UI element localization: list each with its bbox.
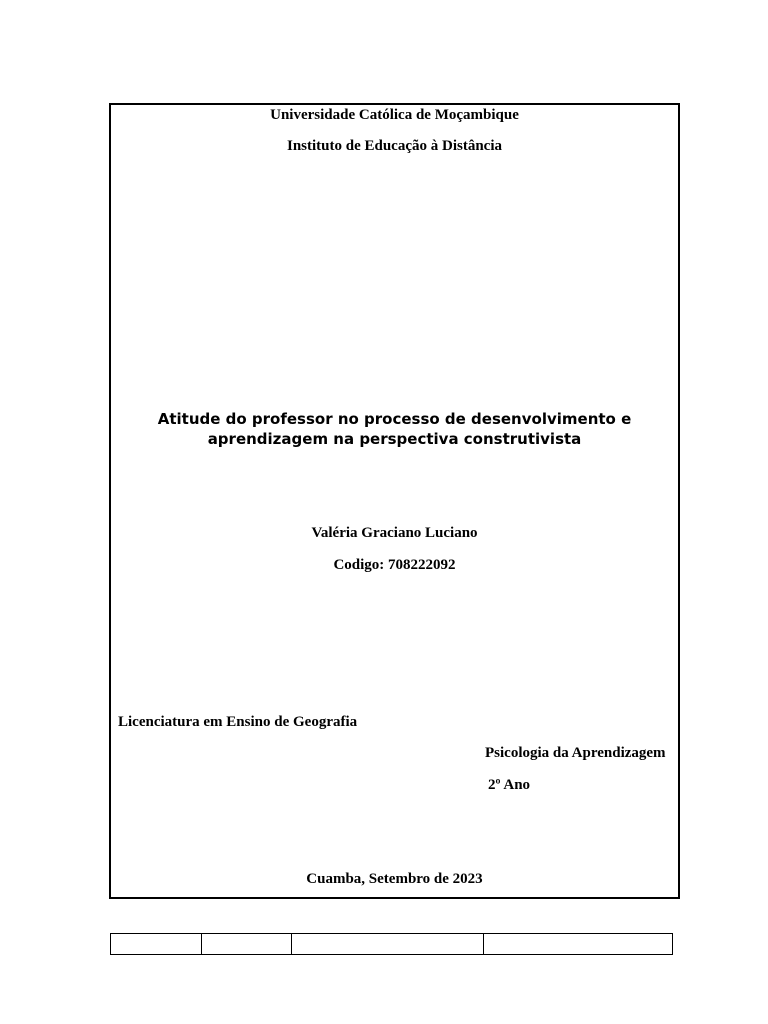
institute-name: Instituto de Educação à Distância — [286, 138, 503, 154]
place-and-date: Cuamba, Setembro de 2023 — [306, 871, 483, 887]
course-name: Licenciatura em Ensino de Geografia — [118, 714, 358, 730]
university-name: Universidade Católica de Moçambique — [270, 107, 519, 123]
table-cell — [202, 934, 292, 955]
student-code: Codigo: 708222092 — [333, 557, 456, 573]
cover-page-frame — [109, 103, 680, 899]
table-cell — [484, 934, 673, 955]
footer-table — [110, 933, 673, 955]
subject-name: Psicologia da Aprendizagem — [485, 745, 666, 761]
author-name: Valéria Graciano Luciano — [311, 525, 478, 541]
table-cell — [111, 934, 202, 955]
table-cell — [292, 934, 484, 955]
academic-year: 2º Ano — [488, 777, 531, 793]
document-title-line-1: Atitude do professor no processo de desenvolvimento e — [157, 410, 632, 428]
table-row — [111, 934, 673, 955]
document-title-line-2: aprendizagem na perspectiva construtivista — [207, 430, 582, 448]
